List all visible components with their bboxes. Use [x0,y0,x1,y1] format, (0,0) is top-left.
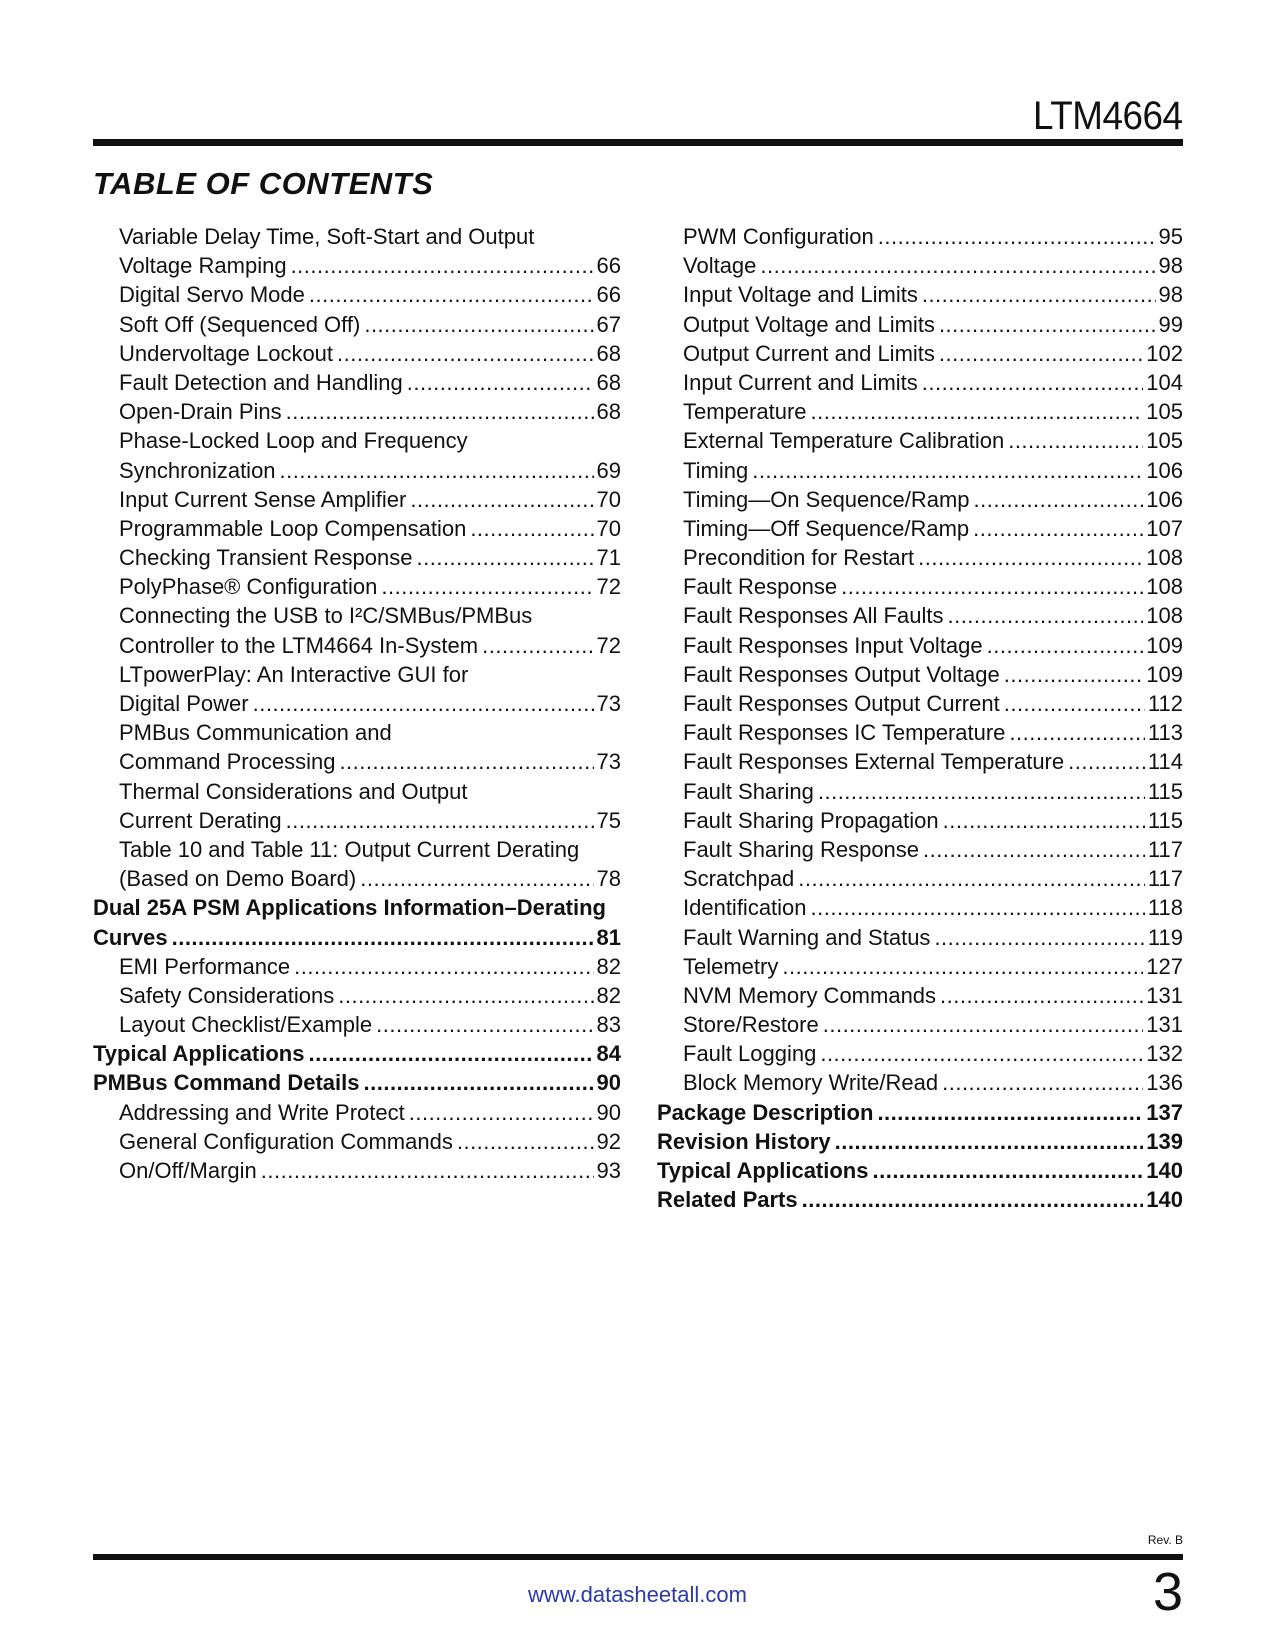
toc-entry-page: 106 [1146,486,1183,512]
dot-leader [922,368,1144,397]
toc-entry[interactable] [657,806,1183,835]
toc-entry-title: Timing—On Sequence/Ramp [683,486,970,512]
dot-leader [339,747,593,776]
toc-entry-title: Digital Servo Mode [119,282,305,308]
toc-entry-title: Precondition for Restart [683,545,915,571]
toc-entry-title: Store/Restore [683,1012,819,1038]
toc-entry-title: PWM Configuration [683,224,874,249]
dot-leader [782,952,1143,981]
toc-entry[interactable] [93,747,621,776]
toc-entry[interactable] [657,543,1183,572]
toc-entry[interactable] [657,514,1183,543]
dot-leader [253,689,594,718]
toc-entry-page: 105 [1146,428,1183,454]
toc-entry[interactable] [657,222,1183,251]
toc-entry-title: Controller to the LTM4664 In-System [119,632,479,658]
toc-entry[interactable] [93,923,621,952]
toc-entry-page: 117 [1147,866,1183,892]
toc-entry-title: Telemetry [683,953,779,979]
toc-entry-page: 109 [1146,632,1183,658]
toc-entry[interactable] [93,981,621,1010]
toc-entry[interactable] [93,1010,621,1039]
toc-entry-title: Undervoltage Lockout [119,340,334,366]
toc-entry-title: (Based on Demo Board) [119,866,357,892]
toc-entry-title: Connecting the USB to I²C/SMBus/PMBus [119,603,533,629]
dot-leader [410,485,593,514]
toc-entry[interactable] [657,835,1183,864]
toc-entry[interactable] [657,601,1183,630]
dot-leader [286,397,594,426]
toc-entry[interactable] [657,893,1183,922]
dot-leader [407,368,594,397]
toc-entry-title: Open-Drain Pins [119,399,282,425]
toc-entry-title: Checking Transient Response [119,545,413,571]
toc-entry-page: 75 [596,807,621,833]
toc-entry-page: 81 [596,924,621,950]
toc-entry-page: 84 [596,1041,621,1067]
dot-leader [286,806,594,835]
dot-leader [811,893,1145,922]
dot-leader [940,981,1143,1010]
toc-entry-page: 68 [596,399,621,425]
toc-entry-page: 102 [1146,340,1183,366]
toc-entry-title: Fault Responses Output Current [683,691,1000,716]
dot-leader [939,339,1143,368]
dot-leader [820,1039,1143,1068]
toc-entry-page: 82 [596,953,621,979]
header-rule [93,139,1183,146]
toc-entry-title: Input Current Sense Amplifier [119,486,407,512]
toc-entry[interactable] [93,280,621,309]
toc-entry-title: PMBus Communication and [119,720,392,746]
toc-entry-title: Current Derating [119,807,282,833]
toc-entry[interactable] [93,689,621,718]
toc-entry[interactable] [93,952,621,981]
toc-entry-title: Digital Power [119,691,249,716]
toc-right-column [657,222,1183,1214]
dot-leader [1004,660,1144,689]
toc-entry-title: Fault Responses Output Voltage [683,661,1000,687]
toc-entry [93,426,621,455]
toc-entry[interactable] [93,514,621,543]
toc-entry-title: External Temperature Calibration [683,428,1005,454]
dot-leader [802,1185,1144,1214]
toc-entry-page: 113 [1147,720,1183,746]
toc-entry-page: 137 [1146,1099,1183,1125]
toc-entry-title: PMBus Command Details [93,1070,360,1096]
toc-entry-title: Command Processing [119,749,336,775]
toc-entry-page: 70 [596,486,621,512]
page-number: 3 [1152,1562,1183,1622]
toc-entry-title: Fault Detection and Handling [119,369,403,395]
dot-leader [872,1156,1143,1185]
toc-entry[interactable] [657,397,1183,426]
dot-leader [877,1098,1143,1127]
dot-leader [291,251,594,280]
toc-entry-title: General Configuration Commands [119,1128,453,1154]
toc-entry[interactable] [657,952,1183,981]
toc-entry-title: Fault Logging [683,1041,817,1067]
toc-entry-page: 114 [1147,749,1183,775]
toc-entry[interactable] [93,864,621,893]
toc-entry-page: 72 [596,632,621,658]
toc-entry[interactable] [93,631,621,660]
toc-entry [93,660,621,689]
toc-entry[interactable] [657,1098,1183,1127]
toc-entry[interactable] [93,1039,621,1068]
dot-leader [835,1127,1144,1156]
toc-entry[interactable] [657,1039,1183,1068]
toc-entry[interactable] [93,397,621,426]
toc-entry-page: 132 [1146,1041,1183,1067]
toc-entry-page: 140 [1146,1158,1183,1183]
toc-entry-title: Variable Delay Time, Soft-Start and Output [119,224,535,249]
toc-entry[interactable] [657,1010,1183,1039]
toc-entry-title: Fault Sharing Response [683,836,920,862]
dot-leader [376,1010,593,1039]
toc-entry-page: 98 [1158,282,1183,308]
toc-entry-title: Related Parts [657,1187,798,1213]
toc-entry[interactable] [93,456,621,485]
dot-leader [947,601,1143,630]
toc-entry[interactable] [657,572,1183,601]
toc-entry-page: 67 [596,311,621,337]
toc-entry-page: 140 [1146,1187,1183,1213]
toc-entry[interactable] [657,310,1183,339]
toc-entry-page: 66 [596,253,621,279]
toc-entry-page: 112 [1147,691,1183,716]
dot-leader [918,543,1143,572]
toc-entry-page: 71 [596,545,621,571]
toc-entry-page: 108 [1146,574,1183,600]
toc-entry-title: Block Memory Write/Read [683,1070,939,1096]
dot-leader [364,1068,594,1097]
toc-entry[interactable] [657,368,1183,397]
toc-entry[interactable] [657,981,1183,1010]
toc-entry[interactable] [657,280,1183,309]
dot-leader [823,1010,1144,1039]
toc-entry-page: 109 [1146,661,1183,687]
dot-leader [923,835,1145,864]
toc-entry-title: Input Current and Limits [683,369,918,395]
toc-entry-page: 139 [1146,1128,1183,1154]
toc-entry[interactable] [657,251,1183,280]
toc-entry-title: Identification [683,895,807,921]
dot-leader [1068,747,1145,776]
toc-entry-page: 118 [1147,895,1183,921]
dot-leader [987,631,1144,660]
dot-leader [1008,426,1143,455]
toc-entry-page: 131 [1146,982,1183,1008]
toc-entry[interactable] [657,456,1183,485]
toc-entry[interactable] [93,1068,621,1097]
toc-entry-title: Scratchpad [683,866,795,892]
toc-entry-title: On/Off/Margin [119,1158,257,1183]
toc-entry-page: 136 [1146,1070,1183,1096]
toc-entry-page: 73 [596,691,621,716]
toc-left-column [93,222,621,1185]
toc-entry-page: 119 [1147,924,1183,950]
toc-entry-title: Voltage [683,253,757,279]
toc-entry[interactable] [657,718,1183,747]
toc-entry-page: 106 [1146,457,1183,483]
toc-entry[interactable] [93,1127,621,1156]
toc-entry-page: 105 [1146,399,1183,425]
toc-entry-title: Soft Off (Sequenced Off) [119,311,361,337]
toc-entry[interactable] [93,339,621,368]
toc-entry[interactable] [93,251,621,280]
dot-leader [337,339,593,368]
toc-entry-title: Fault Responses All Faults [683,603,944,629]
toc-entry-title: Layout Checklist/Example [119,1012,373,1038]
toc-entry-page: 70 [596,515,621,541]
dot-leader [922,280,1156,309]
toc-entry [93,893,621,922]
toc-entry [93,718,621,747]
dot-leader [752,456,1143,485]
toc-entry-page: 115 [1147,807,1183,833]
toc-entry-title: Timing [683,457,749,483]
part-number: LTM4664 [1033,94,1183,138]
toc-entry[interactable] [657,689,1183,718]
dot-leader [973,514,1143,543]
toc-entry-page: 107 [1146,515,1183,541]
dot-leader [934,923,1144,952]
dot-leader [280,456,594,485]
toc-entry[interactable] [93,1098,621,1127]
toc-entry-title: Phase-Locked Loop and Frequency [119,428,468,454]
toc-entry[interactable] [657,426,1183,455]
toc-entry-page: 127 [1146,953,1183,979]
toc-entry-title: Synchronization [119,457,276,483]
toc-entry-title: Temperature [683,399,807,425]
toc-entry-title: PolyPhase® Configuration [119,574,378,600]
toc-entry-title: Timing—Off Sequence/Ramp [683,515,970,541]
toc-entry-title: Revision History [657,1128,831,1154]
toc-entry [93,222,621,251]
toc-entry-title: Table 10 and Table 11: Output Current Derating [119,836,580,862]
dot-leader [364,310,593,339]
dot-leader [172,923,594,952]
toc-entry-page: 82 [596,982,621,1008]
toc-entry-title: Fault Responses IC Temperature [683,720,1006,746]
toc-entry[interactable] [657,339,1183,368]
toc-entry-page: 98 [1158,253,1183,279]
toc-entry[interactable] [93,806,621,835]
toc-entry[interactable] [93,368,621,397]
toc-entry-page: 72 [596,574,621,600]
revision-label: Rev. B [1147,1533,1183,1547]
toc-entry-title: EMI Performance [119,953,291,979]
toc-entry-title: Fault Response [683,574,838,600]
dot-leader [974,485,1144,514]
dot-leader [470,514,593,543]
dot-leader [360,864,593,893]
toc-entry-title: Thermal Considerations and Output [119,778,468,804]
toc-entry-title: Fault Sharing Propagation [683,807,939,833]
toc-entry-title: Voltage Ramping [119,253,287,279]
toc-entry-title: Package Description [657,1099,874,1125]
toc-entry-page: 115 [1147,778,1183,804]
toc-entry-title: Addressing and Write Protect [119,1099,405,1125]
toc-entry-title: Output Current and Limits [683,340,935,366]
toc-entry[interactable] [657,923,1183,952]
toc-entry-title: Safety Considerations [119,982,335,1008]
dot-leader [338,981,593,1010]
toc-entry[interactable] [657,631,1183,660]
dot-leader [381,572,593,601]
toc-entry-page: 99 [1158,311,1183,337]
toc-entry-page: 108 [1146,603,1183,629]
toc-entry[interactable] [93,1156,621,1185]
toc-entry[interactable] [657,777,1183,806]
toc-entry-title: Dual 25A PSM Applications Information–Derating [93,895,606,921]
toc-entry-title: Output Voltage and Limits [683,311,935,337]
dot-leader [943,806,1145,835]
dot-leader [482,631,593,660]
toc-entry[interactable] [657,1127,1183,1156]
toc-entry[interactable] [657,1068,1183,1097]
dot-leader [1004,689,1145,718]
toc-entry[interactable] [657,660,1183,689]
toc-entry-page: 95 [1158,224,1183,249]
toc-entry-title: Curves [93,924,168,950]
footer-rule [93,1554,1183,1560]
toc-entry-title: Programmable Loop Compensation [119,515,467,541]
toc-entry[interactable] [93,543,621,572]
toc-entry[interactable] [93,310,621,339]
website-link[interactable]: www.datasheetall.com [528,1582,747,1607]
toc-entry-page: 104 [1146,369,1183,395]
toc-entry-page: 92 [596,1128,621,1154]
toc-entry-page: 117 [1147,836,1183,862]
toc-entry[interactable] [657,485,1183,514]
dot-leader [878,222,1156,251]
toc-entry [93,601,621,630]
toc-entry-page: 69 [596,457,621,483]
toc-entry [93,835,621,864]
toc-entry-page: 66 [596,282,621,308]
toc-entry-page: 90 [596,1099,621,1125]
toc-entry-title: Fault Responses Input Voltage [683,632,983,658]
toc-entry [93,777,621,806]
toc-entry-page: 73 [596,749,621,775]
toc-entry[interactable] [657,1185,1183,1214]
toc-entry[interactable] [657,747,1183,776]
toc-entry-title: Typical Applications [657,1158,869,1183]
dot-leader [939,310,1156,339]
toc-entry-page: 108 [1146,545,1183,571]
toc-entry-page: 90 [596,1070,621,1096]
dot-leader [841,572,1143,601]
dot-leader [409,1098,594,1127]
toc-entry-title: NVM Memory Commands [683,982,937,1008]
dot-leader [308,1039,593,1068]
dot-leader [457,1127,594,1156]
dot-leader [942,1068,1143,1097]
toc-entry-page: 83 [596,1012,621,1038]
dot-leader [261,1156,594,1185]
dot-leader [760,251,1155,280]
toc-entry-title: Fault Sharing [683,778,814,804]
dot-leader [294,952,593,981]
toc-entry-title: Typical Applications [93,1041,305,1067]
toc-heading: TABLE OF CONTENTS [93,166,434,201]
dot-leader [417,543,594,572]
toc-entry-page: 68 [596,369,621,395]
toc-entry-title: Fault Warning and Status [683,924,931,950]
dot-leader [1009,718,1145,747]
dot-leader [818,777,1145,806]
toc-entry-title: Input Voltage and Limits [683,282,918,308]
toc-entry[interactable] [657,1156,1183,1185]
toc-entry-title: Fault Responses External Temperature [683,749,1065,775]
toc-entry[interactable] [93,485,621,514]
toc-entry-page: 68 [596,340,621,366]
toc-entry-title: LTpowerPlay: An Interactive GUI for [119,661,469,687]
toc-entry-page: 131 [1146,1012,1183,1038]
dot-leader [798,864,1145,893]
dot-leader [309,280,594,309]
dot-leader [811,397,1144,426]
toc-entry-page: 93 [596,1158,621,1183]
toc-entry[interactable] [657,864,1183,893]
toc-entry[interactable] [93,572,621,601]
toc-entry-page: 78 [596,866,621,892]
